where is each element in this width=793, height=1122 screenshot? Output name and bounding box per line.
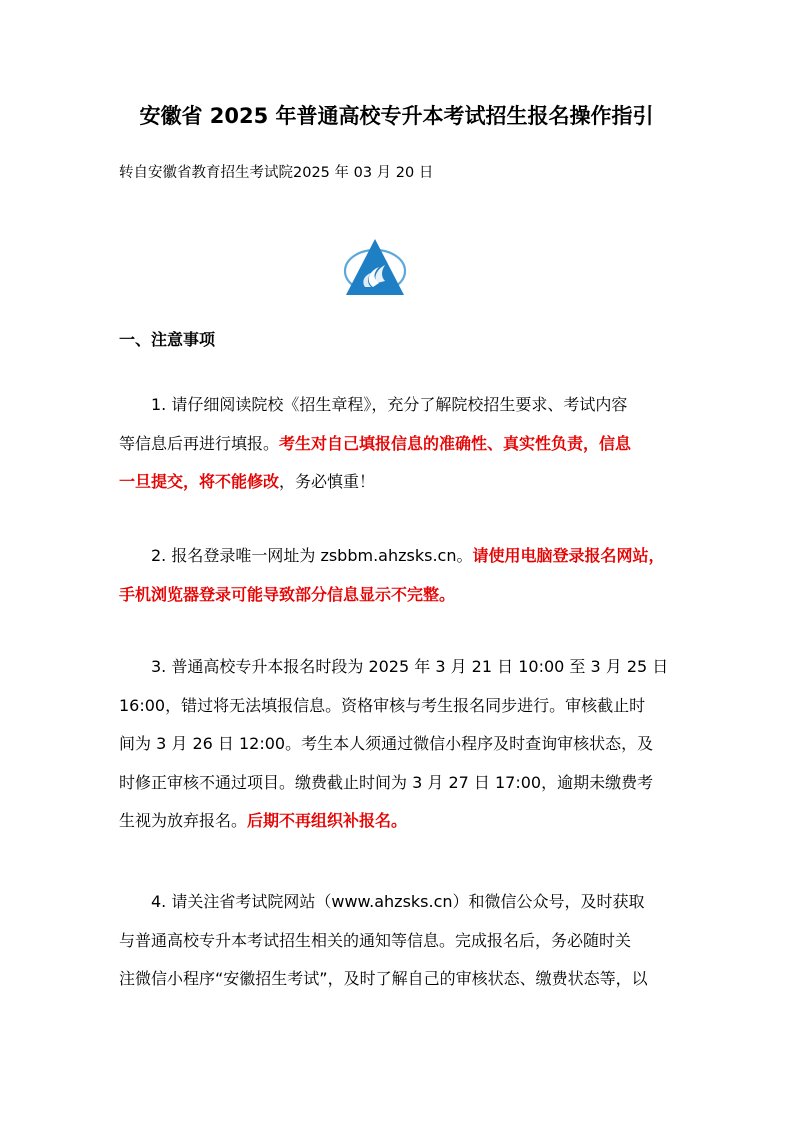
paragraph-4 [119, 883, 679, 999]
paragraph-line [119, 687, 679, 726]
paragraph-line [119, 764, 679, 803]
document-title: 安徽省 2025 年普通高校专升本考试招生报名操作指引 [139, 104, 654, 128]
body-text: 时修正审核不通过项目。缴费截止时间为 3 月 27 日 17:00，逾期未缴费考 [119, 772, 654, 792]
body-text: ，务必慎重！ [279, 472, 376, 491]
emphasis-text: 考生对自己填报信息的准确性、真实性负责，信息 [279, 433, 632, 453]
section-heading: 一、注意事项 [119, 330, 216, 349]
emphasis-text: 手机浏览器登录可能导致部分信息显示不完整。 [119, 584, 456, 604]
exam-authority-logo-icon [343, 237, 407, 297]
source-line: 转自安徽省教育招生考试院2025 年 03 月 20 日 [119, 165, 434, 181]
body-text: 16:00，错过将无法填报信息。资格审核与考生报名同步进行。审核截止时 [119, 695, 646, 715]
body-text: 与普通高校专升本考试招生相关的通知等信息。完成报名后，务必随时关 [119, 930, 632, 950]
body-text: 生视为放弃报名。 [119, 811, 248, 830]
paragraph-3 [119, 648, 679, 841]
paragraph-2 [119, 537, 679, 614]
emphasis-text: 后期不再组织补报名。 [247, 811, 408, 830]
paragraph-line [119, 425, 679, 464]
emphasis-text: 一旦提交，将不能修改 [119, 472, 280, 491]
body-text: 2. 报名登录唯一网址为 zsbbm.ahzsks.cn。 [151, 546, 473, 565]
emphasis-text: 请使用电脑登录报名网站， [472, 546, 665, 565]
paragraph-line [119, 725, 679, 764]
paragraph-line [119, 576, 679, 615]
body-text: 3. 普通高校专升本报名时段为 2025 年 3 月 21 日 10:00 至 3 月 25 日 [151, 657, 669, 676]
paragraph-line [119, 386, 679, 425]
paragraph-line [119, 922, 679, 961]
paragraph-line [119, 960, 679, 999]
body-text: 间为 3 月 26 日 12:00。考生本人须通过微信小程序及时查询审核状态，及 [119, 734, 654, 753]
paragraph-line [119, 802, 679, 841]
paragraph-line [119, 537, 679, 576]
paragraph-line [119, 883, 679, 922]
body-text: 等信息后再进行填报。 [119, 433, 280, 453]
body-text: 4. 请关注省考试院网站（www.ahzsks.cn）和微信公众号，及时获取 [151, 892, 645, 911]
paragraph-1 [119, 386, 679, 502]
body-text: 注微信小程序“安徽招生考试”，及时了解自己的审核状态、缴费状态等，以 [119, 969, 648, 988]
paragraph-line [119, 648, 679, 687]
body-text: 1. 请仔细阅读院校《招生章程》，充分了解院校招生要求、考试内容 [151, 395, 628, 414]
paragraph-line [119, 463, 679, 502]
